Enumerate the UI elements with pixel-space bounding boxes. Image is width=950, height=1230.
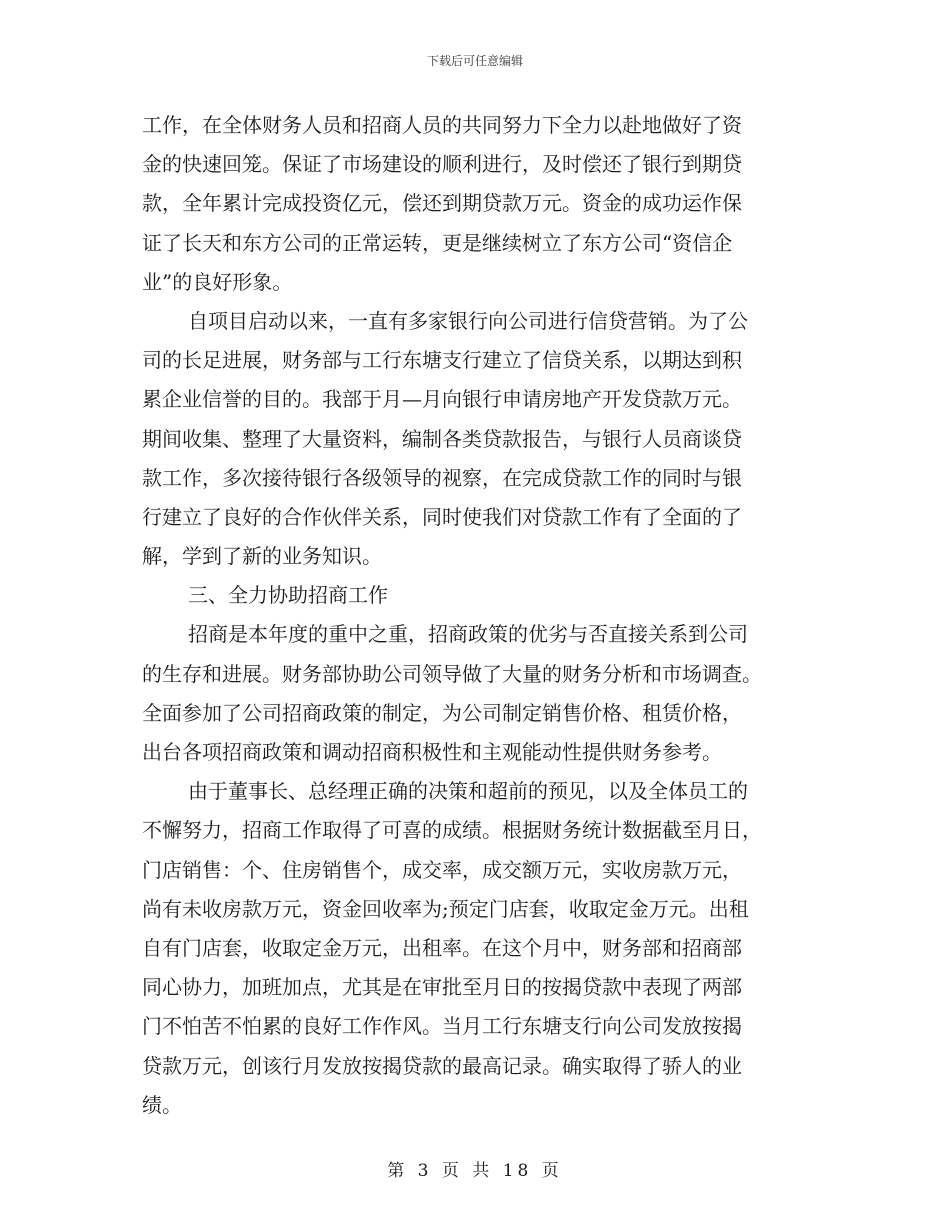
page-number: 第 3 页 共 18 页 [387,1161,563,1181]
paragraph-line: 门店销售：个、住房销售个，成交率，成交额万元，实收房款万元， [142,857,742,882]
paragraph-line: 款工作，多次接待银行各级领导的视察，在完成贷款工作的同时与银 [142,465,742,490]
paragraph-line: 证了长天和东方公司的正常运转，更是继续树立了东方公司“资信企 [142,230,733,255]
paragraph-line: 行建立了良好的合作伙伴关系，同时使我们对贷款工作有了全面的了 [142,504,742,529]
paragraph-line: 由于董事长、总经理正确的决策和超前的预见，以及全体员工的 [188,779,748,804]
paragraph-line: 金的快速回笼。保证了市场建设的顺利进行，及时偿还了银行到期贷 [142,152,742,177]
paragraph-line: 招商是本年度的重中之重，招商政策的优劣与否直接关系到公司 [188,622,748,647]
paragraph-line: 业”的良好形象。 [142,269,293,294]
paragraph-line: 尚有未收房款万元，资金回收率为;预定门店套，收取定金万元。出租 [142,896,749,921]
document-body [142,106,808,1125]
paragraph-line: 的生存和进展。财务部协助公司领导做了大量的财务分析和市场调查。 [142,661,762,686]
paragraph-line: 不懈努力，招商工作取得了可喜的成绩。根据财务统计数据截至月日， [142,818,762,843]
paragraph-line: 绩。 [142,1092,182,1117]
paragraph-line: 出台各项招商政策和调动招商积极性和主观能动性提供财务参考。 [142,740,722,764]
section-heading: 三、全力协助招商工作 [188,583,388,608]
paragraph-line: 同心协力，加班加点，尤其是在审批至月日的按揭贷款中表现了两部 [142,975,742,1000]
paragraph-line: 全面参加了公司招商政策的制定，为公司制定销售价格、租赁价格， [142,700,742,725]
paragraph-line: 款，全年累计完成投资亿元，偿还到期贷款万元。资金的成功运作保 [142,191,742,216]
page-header: 下载后可任意编辑 [426,54,523,68]
paragraph-line: 司的长足进展，财务部与工行东塘支行建立了信贷关系，以期达到积 [142,348,742,373]
paragraph-line: 自项目启动以来，一直有多家银行向公司进行信贷营销。为了公 [188,308,748,333]
paragraph-line: 期间收集、整理了大量资料，编制各类贷款报告，与银行人员商谈贷 [142,426,742,451]
paragraph-line: 累企业信誉的目的。我部于月—月向银行申请房地产开发贷款万元。 [142,387,742,412]
paragraph-line: 门不怕苦不怕累的良好工作作风。当月工行东塘支行向公司发放按揭 [142,1014,742,1039]
paragraph-line: 自有门店套，收取定金万元，出租率。在这个月中，财务部和招商部 [142,935,742,960]
paragraph-line: 解，学到了新的业务知识。 [142,544,382,569]
paragraph-line: 工作，在全体财务人员和招商人员的共同努力下全力以赴地做好了资 [142,113,742,137]
paragraph-line: 贷款万元，创该行月发放按揭贷款的最高记录。确实取得了骄人的业 [142,1053,742,1078]
